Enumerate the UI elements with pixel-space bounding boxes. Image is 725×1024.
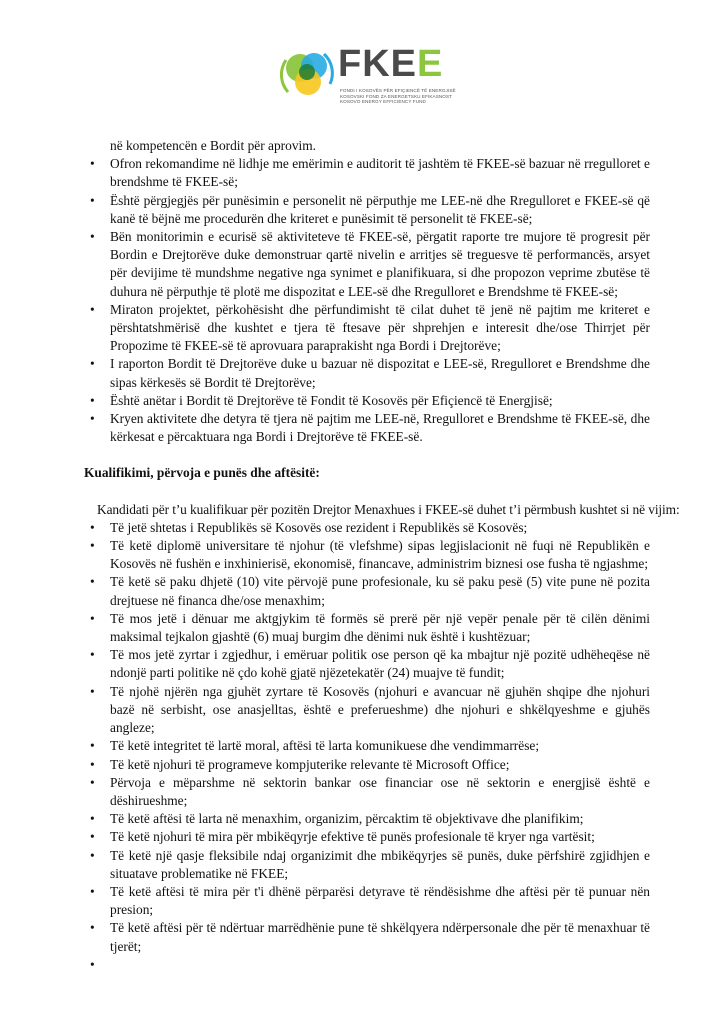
- list-item: • Të njohë njërën nga gjuhët zyrtare të Kosovës (njohuri e avancuar në gjuhën shqipe dhe njohuri bazë në serbisht, ose anasjelltas, është e preferueshme) dhe njohuri e shkëlqyeshme e gjuhës angleze;: [90, 683, 650, 736]
- list-item: • I raporton Bordit të Drejtorëve duke u bazuar në dispozitat e LEE-së, Rregulloret e Brendshme dhe sipas kërkesës së Bordit të Drejtorëve;: [90, 356, 650, 390]
- list-item: • Të ketë një qasje fleksibile ndaj organizimit dhe mbikëqyrjes së punës, duke përfshirë zgjidhjen e situatave problematike në FKEE;: [90, 847, 650, 881]
- qualifications-intro: Kandidati për t’u kualifikuar për pozitën Drejtor Menaxhues i FKEE-së duhet t’i përmbush kushtet si në vijim:: [97, 501, 680, 517]
- list-item: • Të ketë diplomë universitare të njohur (të vlefshme) sipas legjislacionit në fuqi në Republikën e Kosovës në fushën e inxhinierisë, ekonomisë, financave, administrim biznesi ose fusha të ngjashme;: [90, 538, 650, 572]
- fkee-logo: [278, 40, 456, 110]
- list-item: • Të ketë njohuri të programeve kompjuterike relevante të Microsoft Office;: [90, 756, 510, 772]
- qualifications-list: [84, 519, 650, 974]
- list-item: • Kryen aktivitete dhe detyra të tjera në pajtim me LEE-në, Rregulloret e Brendshme të FKEE-së, dhe kërkesat e përcaktuara nga Bordi i Drejtorëve të FKEE-së.: [90, 411, 650, 445]
- continuation-text: në kompetencën e Bordit për aprovim.: [110, 138, 316, 153]
- logo-wordmark: FKEE: [338, 43, 444, 85]
- list-item: • Të mos jetë zyrtar i zgjedhur, i emëruar politik ose person që ka mbajtur një pozitë udhëheqëse në ndonjë parti politike në çdo kohë gjatë njëzetekatër (24) muajve të fundit;: [90, 647, 650, 681]
- list-item: • Miraton projektet, përkohësisht dhe përfundimisht të cilat duhet të jenë në pajtim me kriteret e përshtatshmërisë dhe kushtet e tjera të ftesave për shprehjen e interesit dhe/ose Thirrjet për Propozime të FKEE-së të aprovuara paraprakisht nga Bordi i Drejtorëve;: [90, 301, 650, 354]
- section-heading: Kualifikimi, përvoja e punës dhe aftësitë:: [84, 465, 320, 481]
- list-item: • Të ketë aftësi të larta në menaxhim, organizim, përcaktim të objektivave dhe planifikim;: [90, 811, 584, 827]
- duties-list: [84, 155, 650, 446]
- list-item: • Është anëtar i Bordit të Drejtorëve të Fondit të Kosovës për Efiçiencë të Energjisë;: [90, 392, 553, 408]
- list-item: • Të ketë së paku dhjetë (10) vite përvojë pune profesionale, ku së paku pesë (5) vite pune në pozita drejtuese në financa dhe/ose menaxhim;: [90, 574, 650, 608]
- list-item: • Përvoja e mëparshme në sektorin bankar ose financiar ose në sektorin e energjisë është e dëshirueshme;: [90, 774, 650, 808]
- list-item: • Të mos jetë i dënuar me aktgjykim të formës së prerë për një vepër penale për të cilën dënimi maksimal tejkalon gjashtë (6) muaj burgim dhe dënimi nuk është i kushtëzuar;: [90, 610, 650, 645]
- list-item: • Të ketë njohuri të mira për mbikëqyrje efektive të punës profesionale të kryer nga vartësit;: [90, 829, 595, 845]
- list-item: • Të ketë aftësi për të ndërtuar marrëdhënie pune të shkëlqyera ndërpersonale dhe për të menaxhuar të tjerët;: [90, 920, 650, 954]
- logo-circles-icon: [278, 40, 338, 110]
- list-item: • Të jetë shtetas i Republikës së Kosovës ose rezident i Republikës së Kosovës;: [90, 519, 528, 535]
- list-item: • Të ketë integritet të lartë moral, aftësi të larta komunikuese dhe vendimmarrëse;: [90, 738, 540, 754]
- list-item: • Të ketë aftësi të mira për t'i dhënë përparësi detyrave të rëndësishme dhe aftësi për të punuar nën presion;: [90, 883, 650, 918]
- list-item: • Ofron rekomandime në lidhje me emërimin e auditorit të jashtëm të FKEE-së bazuar në rregulloret e brendshme të FKEE-së;: [90, 156, 650, 190]
- logo-subtitle: FONDI I KOSOVËS PËR EFIÇIENCË TË ENERGJISË KOSOVSKI FOND ZA ENERGETSKU EFIKASNOST KOSOVO ENERGY EFFICIENCY FUND: [340, 88, 456, 105]
- document-body: [84, 137, 680, 974]
- list-item: • Është përgjegjës për punësimin e personelit në përputhje me LEE-në dhe Rregulloret e FKEE-së që kanë të bëjnë me procedurën dhe kriteret e punësimit të personelit të FKEE-së;: [90, 192, 650, 226]
- list-item-empty: •: [90, 956, 95, 972]
- list-item: • Bën monitorimin e ecurisë së aktiviteteve të FKEE-së, përgatit raporte tre mujore të progresit për Bordin e Drejtorëve duke demonstruar qartë nivelin e arritjes së treguesve të performancës, arsyet për devijime të mundshme negative nga synimet e planifikuara, si dhe propozon veprime zbutëse të duhura në përputhje të plotë me dispozitat e LEE-së dhe Rregulloret e Brendshme të FKEE-së;: [90, 229, 650, 299]
